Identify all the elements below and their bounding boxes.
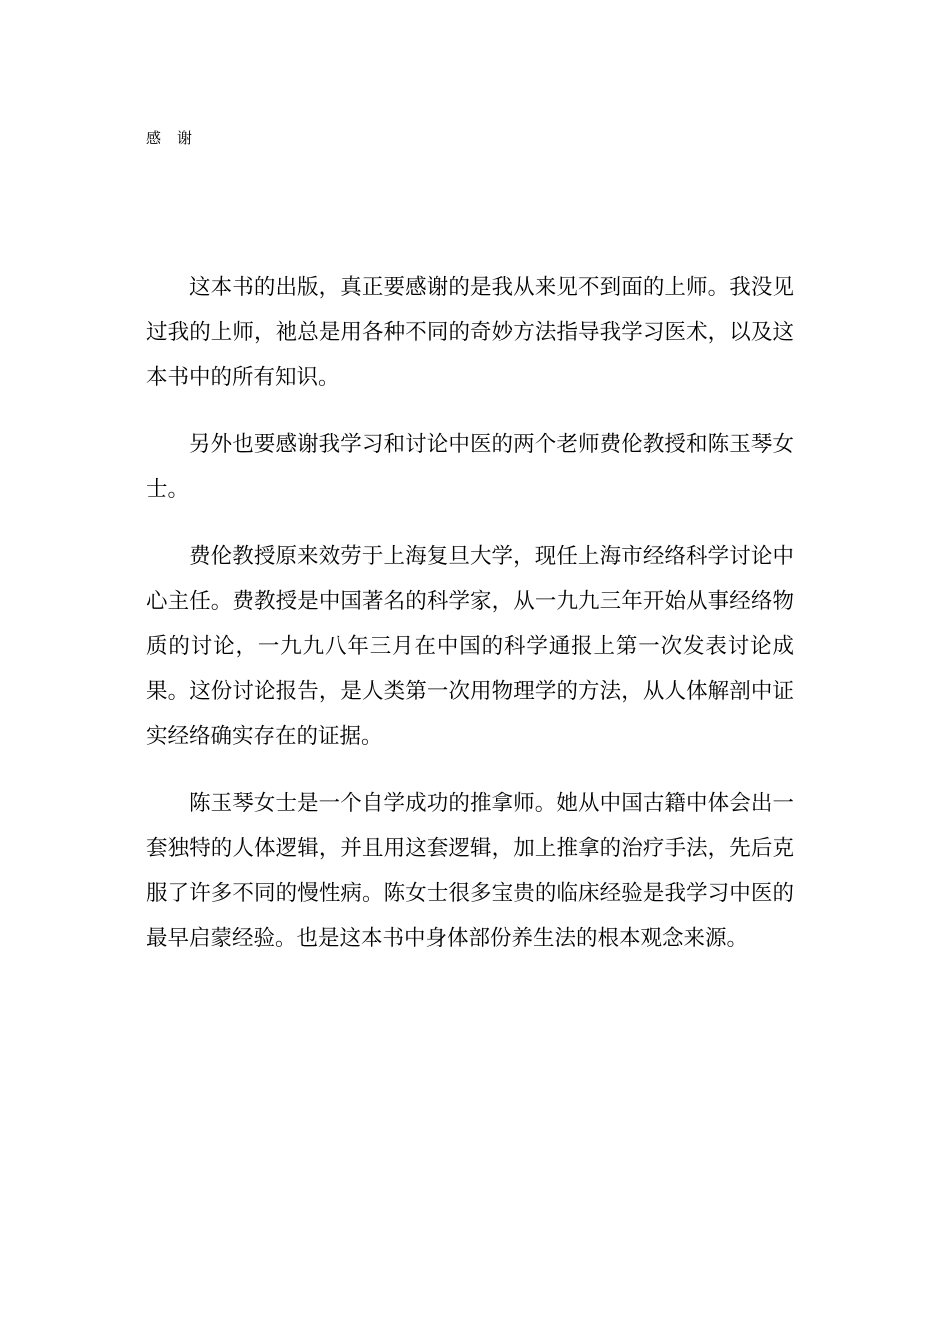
body-text: [146, 265, 794, 983]
paragraph-1: 这本书的出版，真正要感谢的是我从来见不到面的上师。我没见过我的上师，祂总是用各种不同的奇妙方法指导我学习医术，以及这本书中的所有知识。: [146, 275, 794, 390]
paragraph-4: 陈玉琴女士是一个自学成功的推拿师。她从中国古籍中体会出一套独特的人体逻辑，并且用这套逻辑，加上推拿的治疗手法，先后克服了许多不同的慢性病。陈女士很多宝贵的临床经验是我学习中医的最早启蒙经验。也是这本书中身体部份养生法的根本观念来源。: [146, 791, 794, 951]
paragraph-3: 费伦教授原来效劳于上海复旦大学，现任上海市经络科学讨论中心主任。费教授是中国著名的科学家，从一九九三年开始从事经络物质的讨论，一九九八年三月在中国的科学通报上第一次发表讨论成果。这份讨论报告，是人类第一次用物理学的方法，从人体解剖中证实经络确实存在的证据。: [146, 544, 794, 749]
page-heading: 感谢: [146, 129, 209, 147]
paragraph-2: 另外也要感谢我学习和讨论中医的两个老师费伦教授和陈玉琴女士。: [146, 432, 794, 502]
